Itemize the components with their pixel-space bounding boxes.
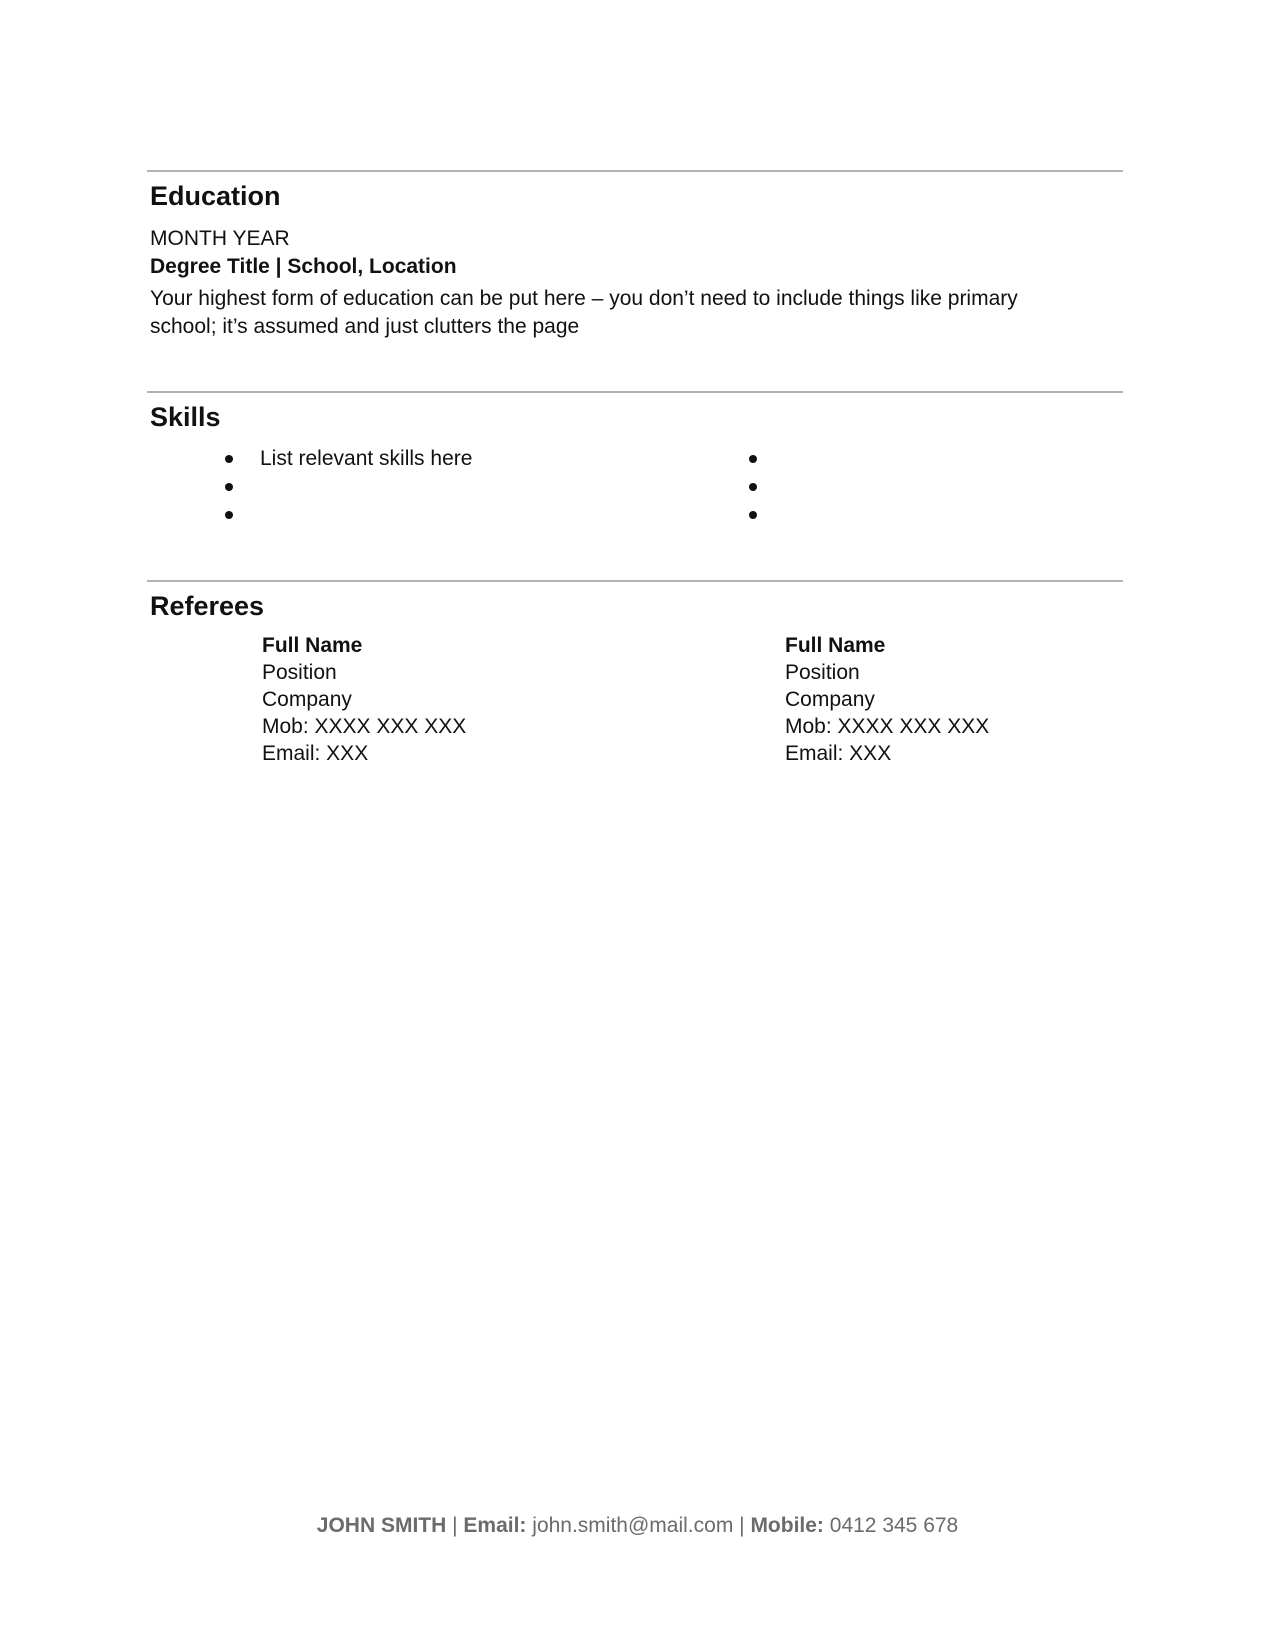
list-item [225, 445, 472, 473]
section-divider [147, 170, 1123, 172]
list-item [225, 473, 472, 501]
list-item [225, 501, 472, 529]
bullet-icon [749, 455, 757, 463]
referee-name: Full Name [785, 634, 886, 657]
bullet-icon [225, 483, 233, 491]
referee-mobile: Mob: XXXX XXX XXX [785, 715, 990, 738]
referee-name: Full Name [262, 634, 363, 657]
education-description: Your highest form of education can be put here – you don’t need to include things like primary school; it’s assumed and just clutters the page [150, 287, 1018, 338]
referee-card [262, 632, 466, 767]
footer-email-label: Email: [463, 1514, 527, 1537]
education-section [147, 170, 1123, 350]
skills-list-right [749, 445, 784, 529]
referee-company: Company [785, 688, 875, 711]
footer-email-value: john.smith@mail.com [526, 1514, 734, 1537]
skills-section [147, 391, 1123, 541]
education-date: MONTH YEAR [150, 227, 290, 250]
bullet-icon [749, 483, 757, 491]
referee-email: Email: XXX [785, 742, 892, 765]
bullet-icon [225, 511, 233, 519]
footer-name: JOHN SMITH [316, 1514, 447, 1537]
education-heading: Education [150, 181, 281, 211]
skill-text: List relevant skills here [260, 447, 473, 470]
page-footer [0, 1512, 1275, 1540]
footer-separator: | [446, 1514, 464, 1537]
list-item [749, 501, 784, 529]
referee-mobile: Mob: XXXX XXX XXX [262, 715, 467, 738]
referees-section [147, 580, 1123, 780]
list-item [749, 473, 784, 501]
skills-list-left [225, 445, 472, 529]
skills-heading: Skills [150, 402, 221, 432]
section-divider [147, 391, 1123, 393]
footer-separator: | [733, 1514, 751, 1537]
referee-position: Position [262, 661, 337, 684]
referee-email: Email: XXX [262, 742, 369, 765]
education-degree-line: Degree Title | School, Location [150, 255, 457, 278]
bullet-icon [225, 455, 233, 463]
footer-mobile-value: 0412 345 678 [823, 1514, 959, 1537]
section-divider [147, 580, 1123, 582]
list-item [749, 445, 784, 473]
referee-position: Position [785, 661, 860, 684]
referee-company: Company [262, 688, 352, 711]
referees-heading: Referees [150, 591, 265, 621]
bullet-icon [749, 511, 757, 519]
referee-card [785, 632, 989, 767]
footer-mobile-label: Mobile: [750, 1514, 824, 1537]
